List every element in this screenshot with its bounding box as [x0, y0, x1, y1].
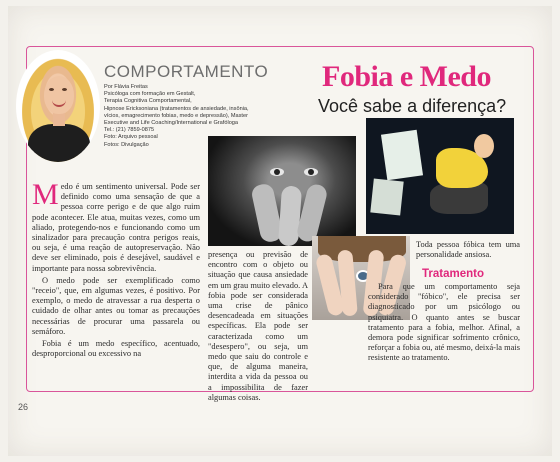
drop-cap: M — [32, 178, 59, 211]
article-subtitle: Você sabe a diferença? — [318, 96, 507, 116]
pull-quote: Toda pessoa fóbica tem uma personalidade ansiosa. — [416, 240, 520, 260]
page-number: 26 — [18, 402, 29, 412]
section-label: COMPORTAMENTO — [104, 62, 269, 81]
anxious-person-illustration — [366, 118, 514, 234]
subheading-tratamento: Tratamento — [422, 268, 484, 280]
article-column-1: Medo é um sentimento universal. Pode ser definido como uma sensação de que a pessoa corre perigo e de que algo ruim pode acontecer. Ele atua, muitas vezes, como um aliado, protegendo-nos e funcionando como um sinalizador para precaução contra perigos reais, ou seja, é uma reação de autopreservação. Não deve ser eliminado, pois é desejável, saudável e importante para nossa sobrevivência. O medo pode ser exemplificado como "receio", que, em algumas vezes, é positivo. Por exemplo, o medo de atravessar a rua desperta o cuidado de olhar antes ou tomar as precauções necessárias de procurar uma passarela ou semáforo. Fobia é um medo específico, acentuado, desproporcional ou excessivo na — [32, 178, 200, 359]
author-credits: Por Flávia Freitas Psicóloga com formação em Gestalt, Terapia Cognitiva Comportamental, Hipnose Ericksoniana (tratamentos de ansiedade, insônia, vícios, emagrecimento fobias, medo e depressão), Master Executive and Life Coaching/International e Grafóloga Tel.: (21) 7859-0875 Foto: Arquivo pessoal Fotos: Divulgação — [104, 84, 249, 148]
article-column-2: presença ou previsão de encontro com o objeto ou situação que causa ansiedade em um grau muito elevado. A fobia pode ser considerada uma crise de pânico desencadeada em situações específicas. Ela pode ser caracterizada como um "desespero", ou seja, um medo que saiu do controle e que, de alguma maneira, interdita a vida da pessoa ou a impossibilita de fazer algumas coisas. — [208, 250, 308, 402]
author-photo — [16, 50, 100, 162]
article-title: Fobia e Medo — [322, 60, 491, 93]
article-column-3: Para que um comportamento seja considerado "fóbico", ele precisa ser diagnosticado por um psicólogo ou psiquiatra. O quanto antes se buscar tratamento para a fobia, melhor. Afinal, a demora pode significar sofrimento crônico, reforçar a fobia ou, até mesmo, deixá-la mais resistente ao tratamento. — [368, 282, 520, 363]
fearful-face-photo — [208, 136, 356, 246]
